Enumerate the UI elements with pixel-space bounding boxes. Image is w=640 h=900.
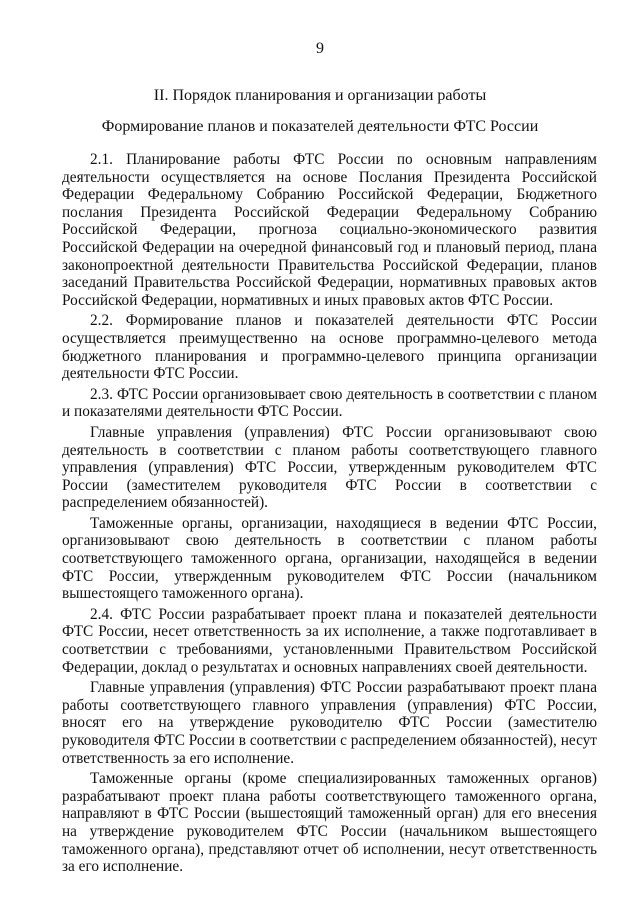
section-heading: II. Порядок планирования и организации работы: [153, 87, 487, 104]
page-number: 9: [316, 40, 324, 57]
paragraph-main-departments-develop: Главные управления (управления) ФТС России разрабатывают проект плана работы соответствующего главного управления (управления) ФТС России, вносят его на утверждение руководителю ФТС России (заместителю руководителя ФТС России в соответствии с распределением обязанностей), несут ответственность за его исполнение.: [62, 679, 597, 767]
document-body: [62, 151, 597, 879]
paragraph-main-departments-organize: Главные управления (управления) ФТС России организовывают свою деятельность в соответствии с планом работы соответствующего главного управления (управления) ФТС России, утвержденным руководителем ФТС России (заместителем руководителя ФТС России в соответствии с распределением обязанностей).: [62, 423, 597, 512]
subsection-heading: Формирование планов и показателей деятельности ФТС России: [101, 118, 539, 135]
paragraph-2-4: 2.4. ФТС России разрабатывает проект плана и показателей деятельности ФТС России, несет ответственность за их исполнение, а также подготавливает в соответствии с требованиями, установленными Правительством Российской Федерации, доклад о результатах и основных направлениях своей деятельности.: [62, 605, 597, 676]
paragraph-customs-bodies-develop: Таможенные органы (кроме специализированных таможенных органов) разрабатывают проект плана работы соответствующего таможенного органа, направляют в ФТС России (вышестоящий таможенный орган) для его внесения на утверждение руководителем ФТС России (начальником вышестоящего таможенного органа), представляют отчет об исполнении, несут ответственность за его исполнение.: [62, 770, 597, 876]
paragraph-2-2: 2.2. Формирование планов и показателей деятельности ФТС России осуществляется преимущественно на основе программно-целевого метода бюджетного планирования и программно-целевого принципа организации деятельности ФТС России.: [62, 312, 597, 383]
paragraph-customs-bodies-organize: Таможенные органы, организации, находящиеся в ведении ФТС России, организовывают свою деятельность в соответствии с планом работы соответствующего таможенного органа, организации, находящейся в ведении ФТС России, утвержденным руководителем ФТС России (начальником вышестоящего таможенного органа).: [62, 514, 597, 603]
paragraph-2-3: 2.3. ФТС России организовывает свою деятельность в соответствии с планом и показателями деятельности ФТС России.: [62, 385, 597, 421]
paragraph-2-1: 2.1. Планирование работы ФТС России по основным направлениям деятельности осуществляется на основе Послания Президента Российской Федерации Федеральному Собранию Российской Федерации, Бюджетного послания Президента Российской Федерации Федеральному Собранию Российской Федерации, прогноза социально-экономического развития Российской Федерации на очередной финансовый год и плановый период, плана законопроектной деятельности Правительства Российской Федерации, планов заседаний Правительства Российской Федерации, нормативных правовых актов Российской Федерации, нормативных и иных правовых актов ФТС России.: [62, 151, 597, 309]
